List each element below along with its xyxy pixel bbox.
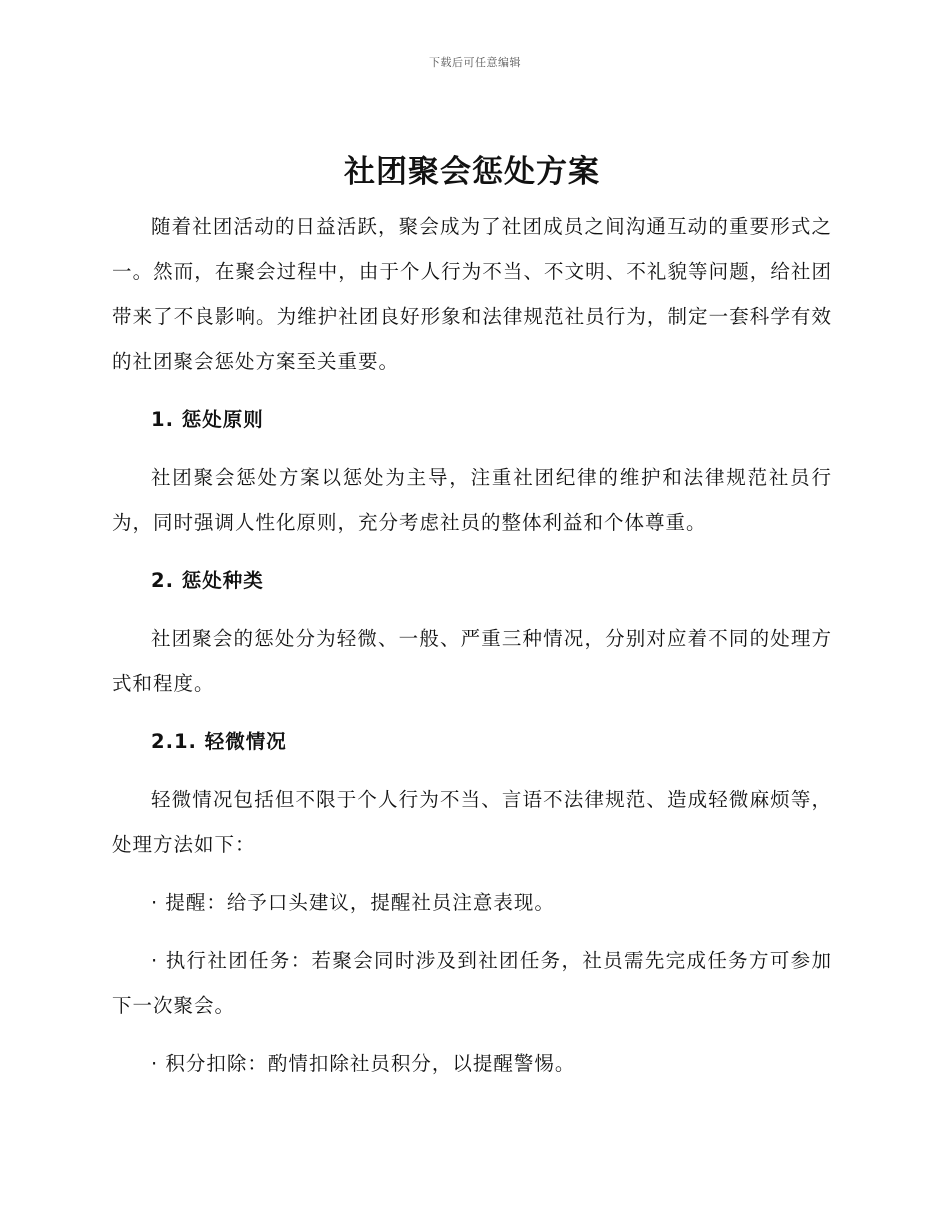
- bullet-item-points-deduction: · 积分扣除：酌情扣除社员积分，以提醒警惕。: [151, 1052, 576, 1075]
- section-text-minor: 轻微情况包括但不限于个人行为不当、言语不法律规范、造成轻微麻烦等，处理方法如下：: [112, 788, 832, 856]
- bullet-item-club-task: · 执行社团任务：若聚会同时涉及到社团任务，社员需先完成任务方可参加下一次聚会。: [112, 949, 832, 1017]
- section-text-types: 社团聚会的惩处分为轻微、一般、严重三种情况，分别对应着不同的处理方式和程度。: [112, 627, 832, 695]
- page-header-note: 下载后可任意编辑: [429, 56, 521, 69]
- section-heading-principles: 1. 惩处原则: [151, 408, 264, 431]
- section-text-principles: 社团聚会惩处方案以惩处为主导，注重社团纪律的维护和法律规范社员行为，同时强调人性化原则，充分考虑社员的整体利益和个体尊重。: [112, 466, 832, 534]
- section-heading-minor: 2.1. 轻微情况: [151, 730, 287, 753]
- intro-paragraph: 随着社团活动的日益活跃，聚会成为了社团成员之间沟通互动的重要形式之一。然而，在聚会过程中，由于个人行为不当、不文明、不礼貌等问题，给社团带来了不良影响。为维护社团良好形象和法律规范社员行为，制定一套科学有效的社团聚会惩处方案至关重要。: [112, 215, 832, 373]
- section-heading-types: 2. 惩处种类: [151, 569, 264, 592]
- document-body: [112, 150, 832, 1099]
- document-title: 社团聚会惩处方案: [344, 154, 600, 190]
- bullet-item-reminder: · 提醒：给予口头建议，提醒社员注意表现。: [151, 891, 555, 914]
